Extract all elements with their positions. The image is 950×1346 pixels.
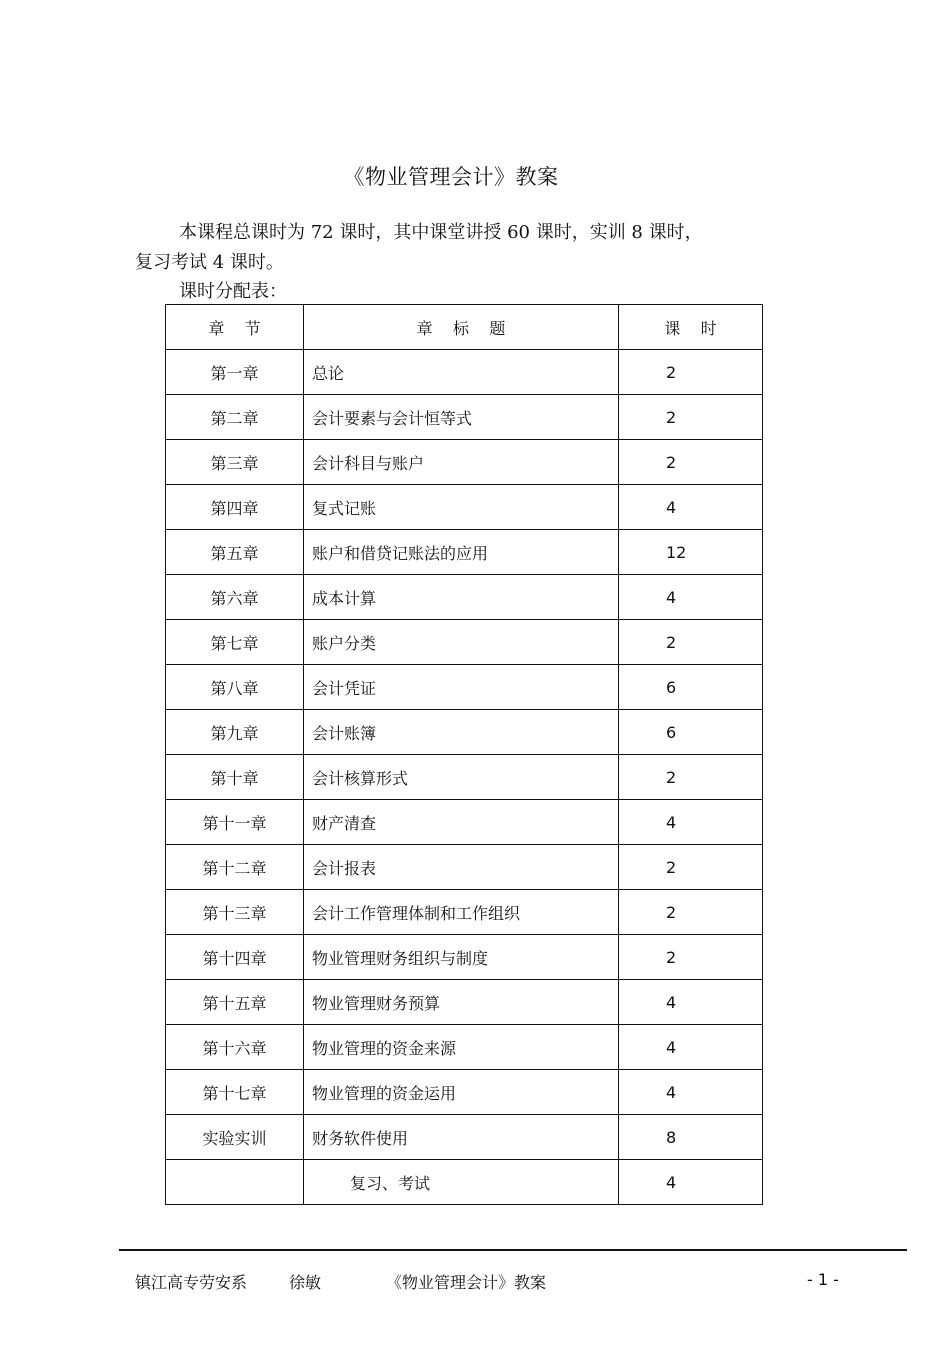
row-chapter: 第三章: [166, 440, 304, 485]
table-row: [166, 935, 763, 980]
table-row: [166, 485, 763, 530]
table-caption: 课时分配表：: [179, 281, 287, 302]
row-hours: 2: [619, 620, 763, 665]
row-chapter: 第十三章: [166, 890, 304, 935]
row-title: 财务软件使用: [304, 1115, 619, 1160]
row-hours: 12: [619, 530, 763, 575]
row-hours: 2: [619, 935, 763, 980]
table-row: [166, 1115, 763, 1160]
table-row: [166, 710, 763, 755]
row-hours: 6: [619, 710, 763, 755]
footer-author: 徐敏: [289, 1273, 322, 1292]
table-row: [166, 1025, 763, 1070]
footer-doc-title: 《物业管理会计》教案: [386, 1273, 547, 1292]
row-title: 物业管理的资金运用: [304, 1070, 619, 1115]
row-hours: 4: [619, 575, 763, 620]
table-header-row: [166, 305, 763, 350]
table-row: [166, 530, 763, 575]
row-title: 物业管理财务预算: [304, 980, 619, 1025]
row-title: 复习、考试: [304, 1160, 619, 1205]
row-title: 账户分类: [304, 620, 619, 665]
table-row: [166, 755, 763, 800]
table-row: [166, 665, 763, 710]
row-hours: 2: [619, 440, 763, 485]
table-row: [166, 800, 763, 845]
header-chapter-title: 章 标 题: [304, 305, 619, 350]
footer-page-number: - 1 -: [807, 1270, 839, 1289]
row-title: 账户和借贷记账法的应用: [304, 530, 619, 575]
table-row: [166, 395, 763, 440]
footer-department: 镇江高专劳安系: [135, 1273, 248, 1292]
row-title: 成本计算: [304, 575, 619, 620]
row-title: 会计报表: [304, 845, 619, 890]
intro-line-1: 本课程总课时为 72 课时，其中课堂讲授 60 课时，实训 8 课时，: [179, 222, 703, 243]
header-chapter: 章 节: [166, 305, 304, 350]
row-hours: 4: [619, 980, 763, 1025]
row-chapter: 第二章: [166, 395, 304, 440]
footer-divider: [119, 1249, 907, 1251]
row-chapter: 第十四章: [166, 935, 304, 980]
row-hours: 6: [619, 665, 763, 710]
row-hours: 8: [619, 1115, 763, 1160]
row-title: 总论: [304, 350, 619, 395]
row-chapter: 第八章: [166, 665, 304, 710]
table-row: [166, 1160, 763, 1205]
table-row: [166, 980, 763, 1025]
row-hours: 4: [619, 1070, 763, 1115]
table-row: [166, 350, 763, 395]
table-row: [166, 440, 763, 485]
header-hours: 课 时: [619, 305, 763, 350]
row-title: 会计核算形式: [304, 755, 619, 800]
row-chapter: 第十二章: [166, 845, 304, 890]
table-row: [166, 890, 763, 935]
row-chapter: 第七章: [166, 620, 304, 665]
row-chapter: 第十五章: [166, 980, 304, 1025]
row-hours: 4: [619, 485, 763, 530]
row-chapter: 第四章: [166, 485, 304, 530]
row-title: 会计要素与会计恒等式: [304, 395, 619, 440]
row-title: 物业管理财务组织与制度: [304, 935, 619, 980]
row-chapter: 第十章: [166, 755, 304, 800]
row-hours: 4: [619, 1025, 763, 1070]
row-hours: 2: [619, 395, 763, 440]
row-chapter: 实验实训: [166, 1115, 304, 1160]
row-title: 会计科目与账户: [304, 440, 619, 485]
row-title: 会计账簿: [304, 710, 619, 755]
row-chapter: 第一章: [166, 350, 304, 395]
row-hours: 2: [619, 890, 763, 935]
table-row: [166, 575, 763, 620]
hours-allocation-table: [165, 304, 763, 1205]
row-title: 财产清查: [304, 800, 619, 845]
row-hours: 2: [619, 350, 763, 395]
row-chapter: 第五章: [166, 530, 304, 575]
row-hours: 4: [619, 800, 763, 845]
row-chapter: 第十六章: [166, 1025, 304, 1070]
row-hours: 2: [619, 755, 763, 800]
row-title: 会计工作管理体制和工作组织: [304, 890, 619, 935]
row-hours: 4: [619, 1160, 763, 1205]
table-row: [166, 845, 763, 890]
document-title: 《物业管理会计》教案: [343, 165, 559, 189]
row-chapter: 第九章: [166, 710, 304, 755]
table-row: [166, 1070, 763, 1115]
row-chapter: 第十一章: [166, 800, 304, 845]
row-title: 复式记账: [304, 485, 619, 530]
row-chapter: 第六章: [166, 575, 304, 620]
row-hours: 2: [619, 845, 763, 890]
row-title: 物业管理的资金来源: [304, 1025, 619, 1070]
table-row: [166, 620, 763, 665]
row-chapter: 第十七章: [166, 1070, 304, 1115]
row-title: 会计凭证: [304, 665, 619, 710]
intro-line-2: 复习考试 4 课时。: [135, 252, 284, 273]
row-chapter: [166, 1160, 304, 1205]
